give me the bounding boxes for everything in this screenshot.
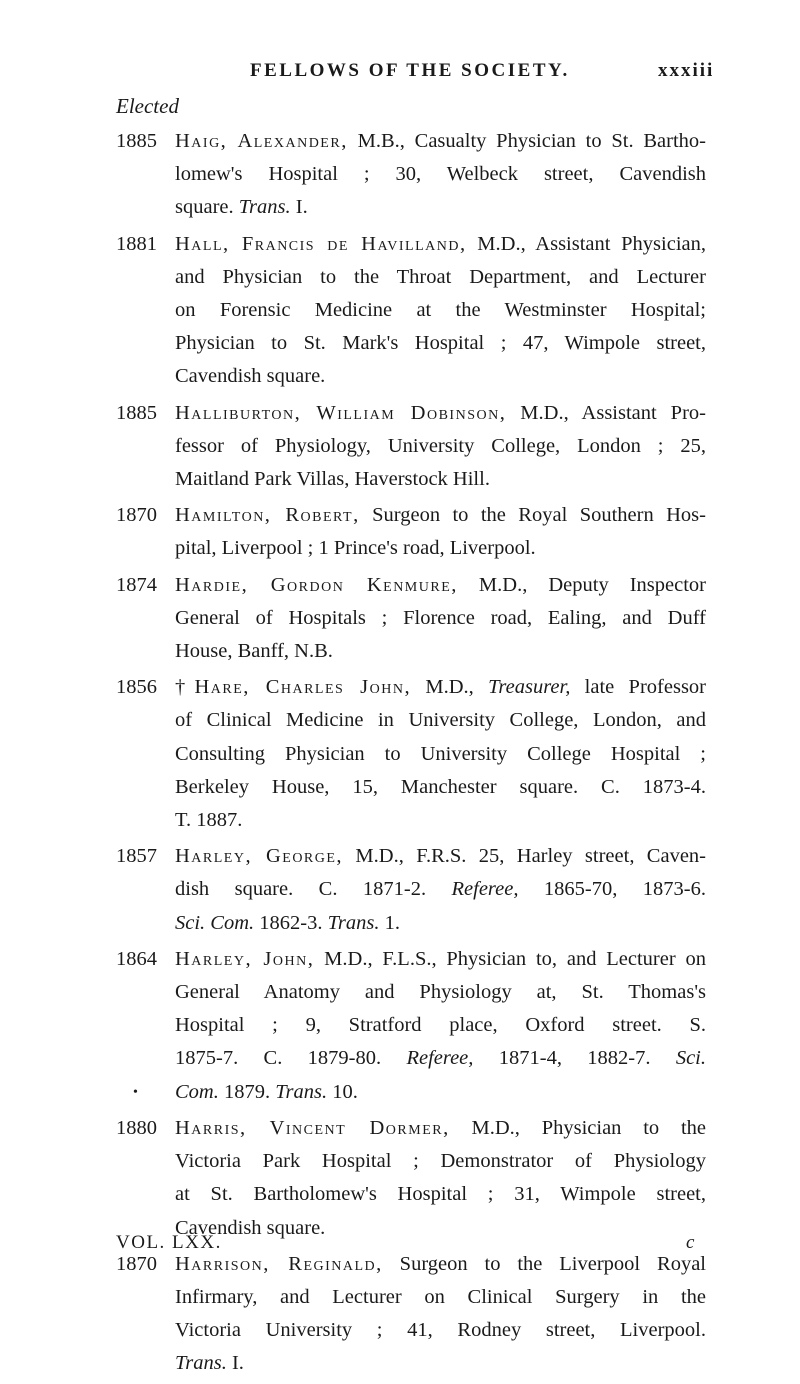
entry-text (175, 1248, 706, 1381)
fellow-name: Hare, Charles John, (194, 676, 412, 699)
fellow-name: Hall, Francis de Havilland, (175, 232, 467, 255)
fellow-name: Harley, John, (175, 947, 315, 970)
entry-line: 10. (327, 1080, 358, 1103)
entry-line: Cavendish square. (175, 1216, 326, 1239)
election-year: 1856 (116, 676, 157, 699)
entry-line: pital, Liverpool ; 1 Prince's road, Liverpool. (175, 537, 536, 560)
entry-line: 1879. (218, 1080, 276, 1103)
entry-line: M.D., Deputy Inspector (457, 573, 707, 596)
entry-line: I. (290, 196, 308, 219)
election-year: 1870 (116, 504, 157, 527)
fellow-entry (116, 125, 706, 225)
fellow-name: Harris, Vincent Dormer, (175, 1116, 450, 1139)
page-number: xxxiii (658, 60, 715, 81)
page-footer (116, 1232, 716, 1262)
fellow-name: Harrison, Reginald, (175, 1252, 383, 1275)
entry-line: Consulting Physician to University College Hospital ; (175, 742, 706, 765)
margin-mark: • (133, 1084, 138, 1100)
office-title: Treasurer, (488, 676, 571, 699)
entry-line: dish square. C. 1871-2. (175, 878, 452, 901)
entry-line: and Physician to the Throat Department, and Lecturer (175, 265, 706, 288)
running-head (0, 60, 800, 90)
fellow-entry (116, 397, 706, 497)
entry-line: Surgeon to the Royal Southern Hos- (359, 504, 706, 527)
entry-text (175, 397, 706, 497)
fellow-entry (116, 228, 706, 394)
entry-line: on Forensic Medicine at the Westminster Hospital; (175, 299, 706, 322)
entry-text (175, 228, 706, 394)
election-year: 1885 (116, 130, 157, 152)
entry-line: 1865-70, 1873-6. (518, 878, 706, 901)
entry-line: square. (175, 196, 239, 219)
entry-line: of Clinical Medicine in University College, London, and (175, 709, 706, 732)
entry-line: Surgeon to the Liverpool Royal (382, 1252, 706, 1275)
entry-line: fessor of Physiology, University College, London ; 25, (175, 434, 706, 457)
entry-line: 1862-3. (254, 911, 328, 934)
entry-line: 1875-7. C. 1879-80. (175, 1047, 407, 1070)
trans-reference: Trans. (327, 911, 380, 934)
entry-line: at St. Bartholomew's Hospital ; 31, Wimpole street, (175, 1183, 706, 1206)
volume-label: VOL. LXX. (116, 1232, 222, 1253)
entry-text (175, 1112, 706, 1245)
entry-line: M.D., Assistant Pro- (506, 401, 706, 424)
trans-reference: Trans. (238, 196, 291, 219)
fellow-name: Hamilton, Robert, (175, 504, 360, 527)
entry-text (175, 840, 706, 940)
entry-line: M.D., F.R.S. 25, Harley street, Caven- (343, 845, 707, 868)
entry-line: Victoria Park Hospital ; Demonstrator of Physiology (175, 1150, 706, 1173)
fellow-name: Hardie, Gordon Kenmure, (175, 573, 458, 596)
entry-line: Physician to St. Mark's Hospital ; 47, Wimpole street, (175, 332, 706, 355)
fellow-entry (116, 1248, 706, 1381)
entry-text (175, 499, 706, 565)
election-year: 1881 (116, 232, 157, 255)
com-reference: Com. (175, 1080, 219, 1103)
election-year: 1857 (116, 845, 157, 868)
entry-line: Cavendish square. (175, 365, 326, 388)
election-year: 1885 (116, 401, 157, 424)
entry-line: Maitland Park Villas, Haverstock Hill. (175, 468, 490, 491)
fellow-name: Haig, Alexander, (175, 130, 348, 152)
entry-line: Victoria University ; 41, Rodney street, Liverpool. (175, 1319, 706, 1342)
trans-reference: Trans. (175, 1352, 227, 1375)
fellows-list (116, 125, 706, 1384)
sci-com-reference: Sci. Com. (175, 911, 255, 934)
election-year: 1870 (116, 1252, 157, 1275)
entry-line: late Professor (570, 676, 706, 699)
fellow-name: Harley, George, (175, 845, 344, 868)
entry-line: M.D., (411, 676, 489, 699)
entry-line: Berkeley House, 15, Manchester square. C. 1873-4. (175, 775, 706, 798)
entry-line: 1871-4, 1882-7. (473, 1047, 676, 1070)
deceased-dagger-mark: † (175, 676, 195, 699)
entry-line: 1. (379, 911, 400, 934)
fellow-entry (116, 840, 706, 940)
entry-line: General of Hospitals ; Florence road, Ealing, and Duff (175, 606, 706, 629)
entry-text (175, 125, 706, 225)
referee-reference: Referee, (406, 1047, 474, 1070)
trans-reference: Trans. (275, 1080, 328, 1103)
elected-column-header: Elected (116, 94, 179, 118)
entry-line: lomew's Hospital ; 30, Welbeck street, Cavendish (175, 163, 706, 186)
entry-line: M.D., Physician to the (449, 1116, 706, 1139)
fellow-entry (116, 569, 706, 669)
entry-line: M.B., Casualty Physician to St. Bartho- (347, 130, 706, 152)
fellow-name: Halliburton, William Dobinson, (175, 401, 507, 424)
entry-line: M.D., F.L.S., Physician to, and Lecturer on (314, 947, 706, 970)
entry-line: Hospital ; 9, Stratford place, Oxford street. S. (175, 1014, 706, 1037)
entry-line: Infirmary, and Lecturer on Clinical Surgery in the (175, 1285, 706, 1308)
entry-line: I. (226, 1352, 244, 1375)
sci-reference: Sci. (675, 1047, 706, 1070)
referee-reference: Referee, (451, 878, 519, 901)
election-year: 1864 (116, 947, 157, 970)
signature-mark: c (686, 1232, 695, 1253)
entry-line: T. 1887. (175, 809, 243, 832)
fellow-entry (116, 671, 706, 837)
entry-text (175, 569, 706, 669)
entry-line: M.D., Assistant Physician, (466, 232, 707, 255)
fellow-entry (116, 499, 706, 565)
election-year: 1880 (116, 1116, 157, 1139)
election-year: 1874 (116, 573, 157, 596)
entry-line: House, Banff, N.B. (175, 640, 333, 663)
entry-text (175, 671, 706, 837)
running-title: FELLOWS OF THE SOCIETY. (250, 60, 570, 81)
fellow-entry (116, 1112, 706, 1245)
fellow-entry (116, 943, 706, 1109)
entry-line: General Anatomy and Physiology at, St. Thomas's (175, 981, 706, 1004)
